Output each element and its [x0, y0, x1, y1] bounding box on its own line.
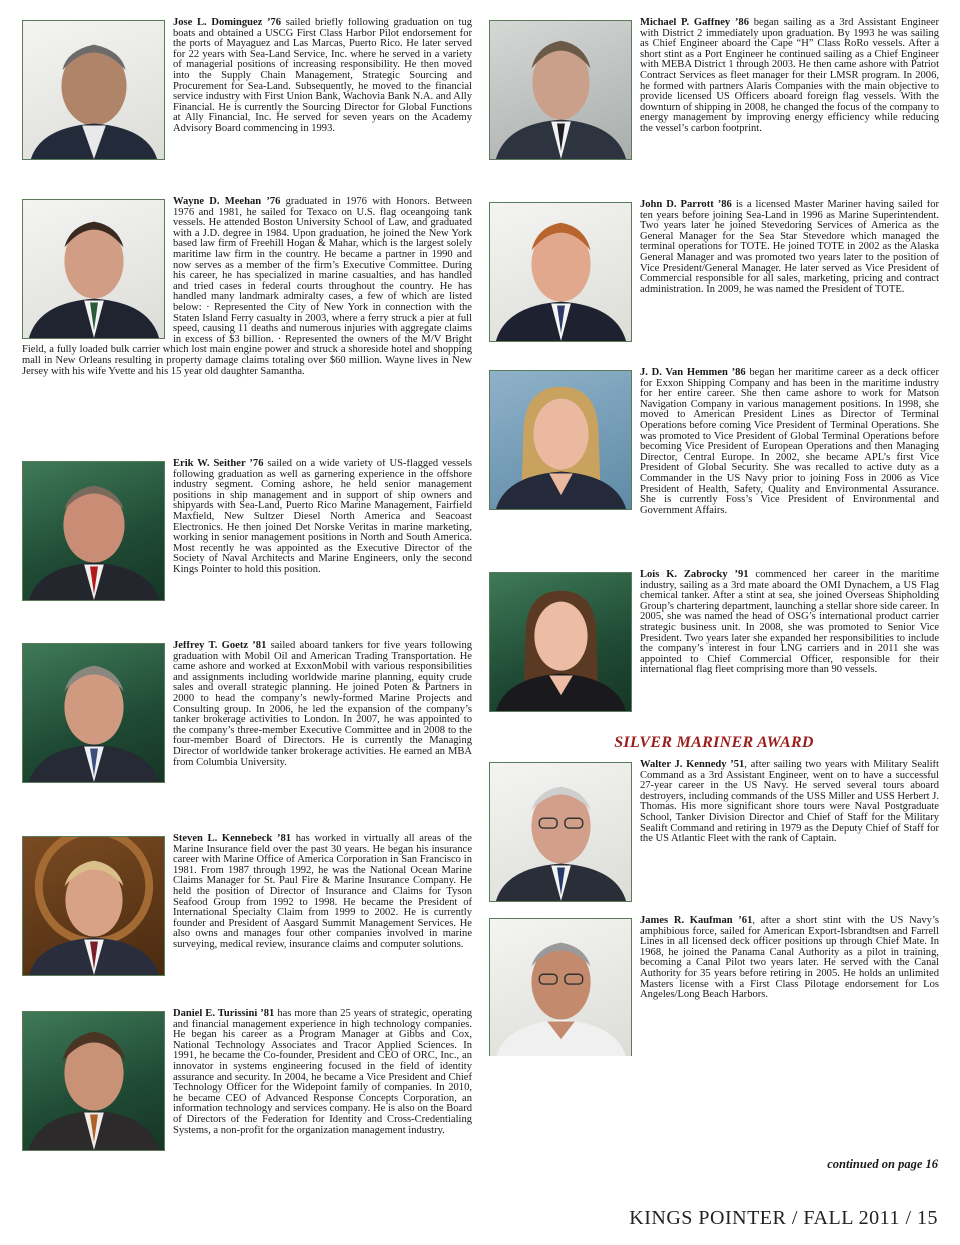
profile-wayne-meehan: [22, 197, 472, 450]
profile-bio: sailed on a wide variety of US-flagged vessels following graduation as well as garnering experience in the offshore industry segment. Coming ashore, he held senior management positions in ship management and in support of ship owners and shipyards with Sea-Land, Puerto Rico Marine Management, Fairfield Maxfield, New Sultzer Diesel North America and Seacoast Electronics. He then joined Det Norske Veritas in marine marketing, working in senior management positions in North and South America. Most recently he was appointed as the Executive Director of the Society of Naval Architects and Marine Engineers, only the second Kings Pointer to hold this position.: [173, 459, 472, 575]
profile-name: Walter J. Kennedy ’51: [640, 760, 745, 770]
portrait-photo: [22, 461, 165, 601]
profile-name: Jeffrey T. Goetz ’81: [173, 641, 267, 651]
portrait-photo: [22, 1011, 165, 1151]
portrait-photo: [489, 20, 632, 160]
section-heading: SILVER MARINER AWARD: [614, 734, 814, 751]
right-column: [489, 18, 939, 1056]
profile-john-parrott: [489, 200, 939, 358]
profile-daniel-turissini: [22, 1009, 472, 1191]
portrait-photo: [22, 836, 165, 976]
profile-name: Erik W. Seither ’76: [173, 459, 264, 469]
profile-bio: has more than 25 years of strategic, operating and financial management experience in high technology companies. He began his career as a Program Manager at Gibbs and Cox, National Technology Associates and Tracor Applied Sciences. In 1991, he became the Co-founder, President and CEO of ORC, Inc., an innovator in systems engineering focused in the field of identity assurance and security. In 2004, he became a Vice President and Chief Technology Officer for the Widepoint family of companies. In 2010, he became CEO of Advanced Response Concepts Corporation, an information technology and services company. He is also on the Board of Directors of the Federation for Identity and Cross-Credentialing Systems, a non-profit for the organization management industry.: [173, 1009, 472, 1136]
portrait-photo: [22, 643, 165, 783]
left-column: [22, 18, 472, 1191]
profile-bio: sailed briefly following graduation on tug boats and obtained a USCG First Class Harbor Pilot endorsement for the ports of Mayaguez and Las Marcas, Puerto Rico. He later served for 22 years with Sea-Land Service, Inc. where he served in a variety of managerial positions of increasing responsibility. He then moved into the Supply Chain Management, Strategic Sourcing and Procurement for Sea-Land. Subsequently, he moved to the financial service industry with First Union Bank, Wachovia Bank N.A. and Ally Financial. He is currently the Sourcing Director for Global Functions at Ally Financial, Inc. He served for seven years on the Academy Advisory Board commencing in 1993.: [173, 18, 472, 134]
portrait-photo: [489, 762, 632, 902]
profile-michael-gaffney: [489, 18, 939, 190]
profile-jeffrey-goetz: [22, 641, 472, 824]
profile-walter-kennedy: [489, 760, 939, 906]
continued-note: continued on page 16: [827, 1157, 938, 1171]
profile-lois-zabrocky: [489, 570, 939, 720]
portrait-photo: [22, 199, 165, 339]
profile-name: Wayne D. Meehan ’76: [173, 197, 281, 207]
profile-bio: began sailing as a 3rd Assistant Engineer with District 2 immediately upon graduation. By 1993 he was sailing as Chief Engineer aboard the Cape “H” Class RoRo vessels. After a short stint as a Port Engineer he continued sailing as a Chief Engineer with MEBA District 1 through 2003. He then came ashore with Patriot Contract Services as fleet manager for their LMSR program. In 2006, he formed with partners Alaris Companies with the main objective to provide licensed US Officers aboard foreign flag vessels. With the downturn of shipping in 2008, he changed the focus of the company to energy management by improving energy efficiency while reducing the vessel’s carbon footprint.: [640, 18, 939, 134]
profile-bio: began her maritime career as a deck officer for Exxon Shipping Company and has been in the maritime industry for her entire career. She then came ashore to work for Matson Navigation Company in various management positions. In 1998, she moved to American President Lines as Director of Terminal Operations before coming Vice President of Terminal Operations. She was promoted to Vice President of Global Terminal Operations before becoming Vice President of European Operations and then Managing Director, Central Europe. In 2002, she became APL’s first Vice President of Global Security. She was recalled to active duty as a Commander in the US Navy prior to joining Foss in 2006 as Vice President of Health, Safety, Quality and Environmental Assurance. She is currently Foss’s Vice President of Environmental and Government Affairs.: [640, 368, 939, 516]
profile-bio: , after sailing two years with Military Sealift Command as a 3rd Assistant Engineer, went on to have a successful 27-year career in the US Navy. He served several tours aboard destroyers, including commands of the USS Miller and USS Herbert J. Thomas. His more significant shore tours were Naval Postgraduate School, Tanker Division Director and Chief of Staff for the Military Sealift Command and retiring in 1979 as the Deputy Chief of Staff for the US Atlantic Fleet with the rank of Captain.: [640, 760, 939, 845]
page-footer: KINGS POINTER / FALL 2011 / 15: [629, 1207, 938, 1229]
portrait-photo: [489, 572, 632, 712]
profile-steven-kennebeck: [22, 834, 472, 996]
profile-bio: , after a short stint with the US Navy’s amphibious force, sailed for American Export-Isbrandtsen and Farrell Lines in all licensed deck officer positions up through Chief Mate. In 1968, he joined the Panama Canal Authority as a pilot in training, becoming a Canal Pilot two years later. He served with the Canal Authority for 35 years before retiring in 2005. He holds an unlimited Masters license with a First Class Pilotage endorsement for Los Angeles/Long Beach Harbors.: [640, 916, 939, 1001]
profile-erik-seither: [22, 459, 472, 631]
profile-name: John D. Parrott ’86: [640, 200, 732, 210]
portrait-photo: [489, 202, 632, 342]
profile-james-kaufman: [489, 916, 939, 1056]
profile-name: Steven L. Kennebeck ’81: [173, 834, 292, 844]
profile-name: Michael P. Gaffney ’86: [640, 18, 749, 28]
profile-jose-dominguez: [22, 18, 472, 190]
profile-bio: sailed aboard tankers for five years following graduation with Mobil Oil and American Trading Transportation. He came ashore and worked at ExxonMobil with various responsibilities and assignments including worldwide marine planning, equity crude sales and overall strategic planning. He joined Poten & Partners in 2000 to head the company’s newly-formed Marine Projects and Consulting group. In 2006, he led the expansion of the company’s tanker brokerage activities to London. In 2007, he was appointed to the company’s three-member Executive Committee and in 2008 to the four-member Board of Directors. He is currently the Managing Director of worldwide tanker brokerage activities. He earned an MBA from Columbia University.: [173, 641, 472, 768]
profile-name: Lois K. Zabrocky ’91: [640, 570, 749, 580]
portrait-photo: [489, 918, 632, 1056]
profile-bio: has worked in virtually all areas of the Marine Insurance field over the past 30 years. He began his insurance career with Marine Office of America Corporation in San Francisco in 1981. From 1987 through 1992, he was the National Ocean Marine Claims Manager for St. Paul Fire & Marine Insurance Company. He held the position of Director of Insurance and Claims for Tyson Seafood Group from 1992 to 1998. He became the President of International Specialty Claim from 1999 to 2002. He is currently founder and President of Aasgard Summit Management Services. He also owns and manages four other companies involved in marine surveying, medical review, insurance claims and computer solutions.: [173, 834, 472, 950]
profile-jd-van-hemmen: [489, 368, 939, 558]
profile-bio: commenced her career in the maritime industry, sailing as a 3rd mate aboard the OMI Dynachem, a US Flag chemical tanker. After a stint at sea, she joined Overseas Shipholding Group’s chartering department, launching a stellar shore side career. In 2005, she was named the head of OSG’s international product carrier strategic business unit. In 2008, she was promoted to Senior Vice President. Two years later she expanded her responsibilities to include the company’s interest in four LNG carriers and in 2011 she was appointed to Chief Commercial Officer, responsible for their international flag fleet comprising more than 90 vessels.: [640, 570, 939, 676]
profile-name: James R. Kaufman ’61: [640, 916, 753, 926]
portrait-photo: [22, 20, 165, 160]
profile-name: Daniel E. Turissini ’81: [173, 1009, 275, 1019]
profile-bio: graduated in 1976 with Honors. Between 1976 and 1981, he sailed for Texaco on U.S. flag oceangoing tank vessels. He attended Boston University School of Law, and graduated with a J.D. degree in 1984. Upon graduation, he joined the New York based law firm of Freehill Hogan & Mahar, which is the largest solely maritime law firm in the country. He became a partner in 1990 and now serves as a member of the firm’s Executive Committee. During his career, he has specialized in marine casualties, and has handled and tried cases in federal courts throughout the country. He has handled many landmark admiralty cases, a few of which are listed below: · Represented the City of New York in connection with the Staten Island Ferry casualty in 2003, where a ferry struck a pier at full speed, causing 11 deaths and numerous injuries with aggregate claims in excess of $3 billion. · Represented the owners of the M/V Bright Field, a fully loaded bulk carrier which lost main engine power and struck a shoreside hotel and shopping mall in New Orleans resulting in property damage claims totaling over $60 million. Wayne lives in New Jersey with his wife Yvette and his 15 year old daughter Samantha.: [22, 197, 472, 377]
profile-name: Jose L. Dominguez ’76: [173, 18, 282, 28]
profile-name: J. D. Van Hemmen ’86: [640, 368, 746, 378]
profile-bio: is a licensed Master Mariner having sailed for ten years before joining Sea-Land in 1996 as Marine Superintendent. Two years later he joined Stevedoring Services of America as the General Manager for the Sea Star Stevedore which managed the terminal operations for TOTE. He joined TOTE in 2002 as the Alaska General Manager and was promoted two years later to the position of Vice President/General Manager. He later served as Vice President of Commercial responsible for all sales, marketing, pricing and contract administration. In 2009, he was named the President of TOTE.: [640, 200, 939, 295]
portrait-photo: [489, 370, 632, 510]
